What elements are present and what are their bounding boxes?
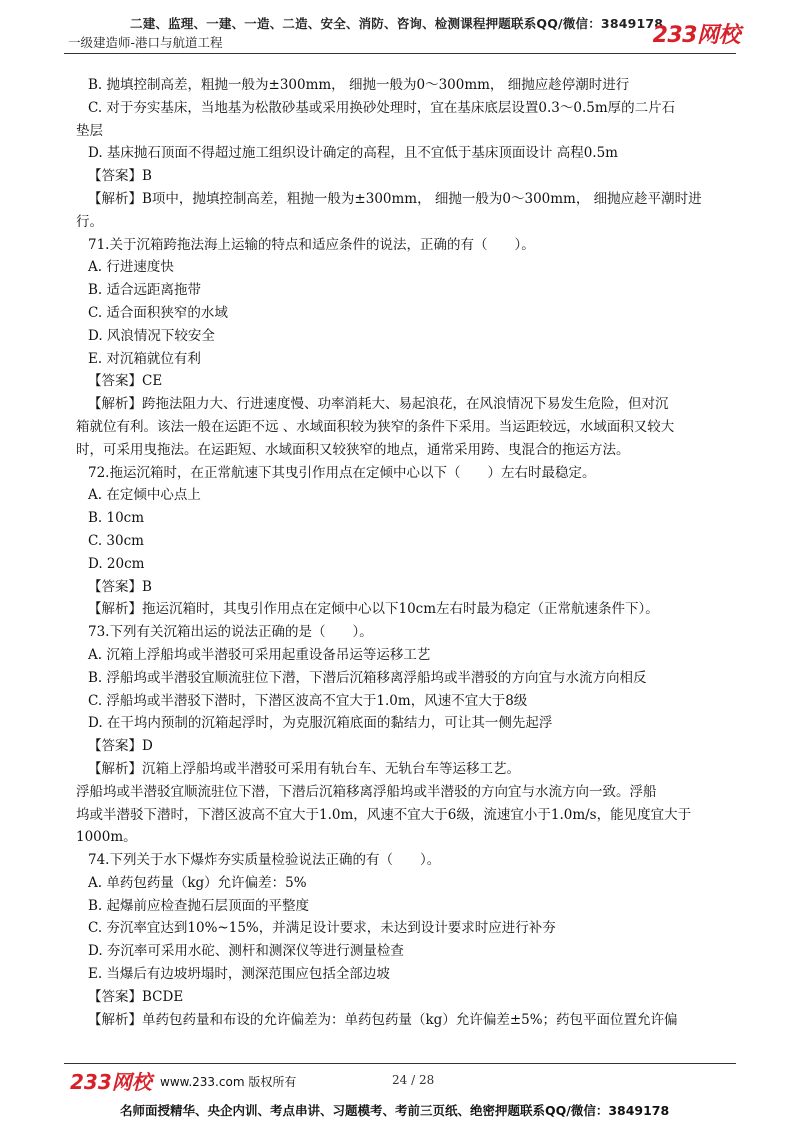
option-line: B. 浮船坞或半潜驳宜顺流驻位下潜，下潜后沉箱移离浮船坞或半潜驳的方向宜与水流方向相反 [88,669,647,686]
text-line: 1000m。 [76,829,137,846]
question-72: 72.拖运沉箱时，在正常航速下其曳引作用点在定倾中心以下（ ）左右时最稳定。 [88,464,596,481]
option-line: A. 行进速度快 [88,259,174,276]
footer-logo: 233网校 [70,1070,152,1094]
answer-line: 【答案】D [88,738,153,755]
answer-line: 【答案】B [88,168,152,185]
text-line: B. 抛填控制高差，粗抛一般为±300mm， 细抛一般为0～300mm， 细抛应趁停潮时进行 [88,77,630,93]
answer-line: 【答案】B [88,578,152,595]
option-line: E. 对沉箱就位有利 [88,350,201,367]
header-contact-line: 二建、监理、一建、一造、二造、安全、消防、咨询、检测课程押题联系QQ/微信：3849178 [130,16,664,31]
option-line: D. 夯沉率可采用水砣、测杆和测深仪等进行测量检查 [88,943,404,960]
option-line: C. 适合面积狭窄的水域 [88,304,228,321]
text-line: 行。 [76,213,103,230]
option-line: D. 20cm [88,555,145,572]
text-line: D. 基床抛石顶面不得超过施工组织设计确定的高程，且不宜低于基床顶面设计 高程0.5m [88,145,618,162]
text-line: C. 对于夯实基床，当地基为松散砂基或采用换砂处理时，宜在基床底层设置0.3～0.5m厚的二片石 [88,99,676,116]
option-line: B. 适合远距离拖带 [88,282,202,299]
option-line: C. 夯沉率宜达到10%~15%，并满足设计要求，未达到设计要求时应进行补夯 [88,920,556,937]
analysis-line: 【解析】跨拖法阻力大、行进速度慢、功率消耗大、易起浪花，在风浪情况下易发生危险，但对沉 [88,396,669,413]
footer-site[interactable]: www.233.com 版权所有 [160,1075,297,1089]
analysis-line: 【解析】B项中，抛填控制高差，粗抛一般为±300mm， 细抛一般为0～300mm， 细抛应趁平潮时进 [88,190,702,207]
question-73: 73.下列有关沉箱出运的说法正确的是（ ）。 [88,624,373,641]
footer-contact-line: 名师面授精华、央企内训、考点串讲、习题模考、考前三页纸、绝密押题联系QQ/微信：3849178 [120,1103,670,1118]
text-line: 坞或半潜驳下潜时，下潜区波高不宜大于1.0m，风速不宜大于6级，流速宜小于1.0m/s，能见度宜大于 [76,806,692,823]
document-body [76,74,736,1031]
option-line: A. 单药包药量（kg）允许偏差：5% [88,874,307,891]
header-subtitle: 一级建造师-港口与航道工程 [68,35,223,50]
header-divider [64,53,736,54]
option-line: A. 沉箱上浮船坞或半潜驳可采用起重设备吊运等运移工艺 [88,646,431,663]
text-line: 垫层 [76,122,103,139]
page-header [0,0,800,54]
option-line: A. 在定倾中心点上 [88,487,201,504]
analysis-line: 【解析】单药包药量和布设的允许偏差为：单药包药量（kg）允许偏差±5%；药包平面位置允许偏 [88,1011,678,1028]
text-line: 时，可采用曳拖法。在运距短、水域面积又较狭窄的地点，通常采用跨、曳混合的拖运方法。 [76,441,630,458]
option-line: B. 起爆前应检查抛石层顶面的平整度 [88,897,310,914]
option-line: C. 30cm [88,532,144,549]
question-74: 74.下列关于水下爆炸夯实质量检验说法正确的有（ ）。 [88,852,441,869]
option-line: D. 在干坞内预制的沉箱起浮时，为克服沉箱底面的黏结力，可让其一侧先起浮 [88,715,553,732]
text-line: 浮船坞或半潜驳宜顺流驻位下潜，下潜后沉箱移离浮船坞或半潜驳的方向宜与水流方向一致。浮船 [76,783,657,800]
footer-divider [64,1063,736,1064]
answer-line: 【答案】BCDE [88,988,184,1005]
analysis-line: 【解析】沉箱上浮船坞或半潜驳可采用有轨台车、无轨台车等运移工艺。 [88,760,520,777]
option-line: B. 10cm [88,510,145,527]
option-line: E. 当爆后有边坡坍塌时，测深范围应包括全部边坡 [88,966,390,983]
option-line: D. 风浪情况下较安全 [88,327,215,344]
text-line: 箱就位有利。该法一般在运距不远 、水域面积较为狭窄的条件下采用。当运距较远，水域面积又较大 [76,418,675,435]
question-71: 71.关于沉箱跨拖法海上运输的特点和适应条件的说法，正确的有（ ）。 [88,236,535,253]
brand-logo: 233网校 [652,23,740,48]
analysis-line: 【解析】拖运沉箱时，其曳引作用点在定倾中心以下10cm左右时最为稳定（正常航速条件下）。 [88,601,659,618]
answer-line: 【答案】CE [88,373,163,390]
page-number: 24 / 28 [392,1073,435,1087]
option-line: C. 浮船坞或半潜驳下潜时，下潜区波高不宜大于1.0m，风速不宜大于8级 [88,692,528,709]
